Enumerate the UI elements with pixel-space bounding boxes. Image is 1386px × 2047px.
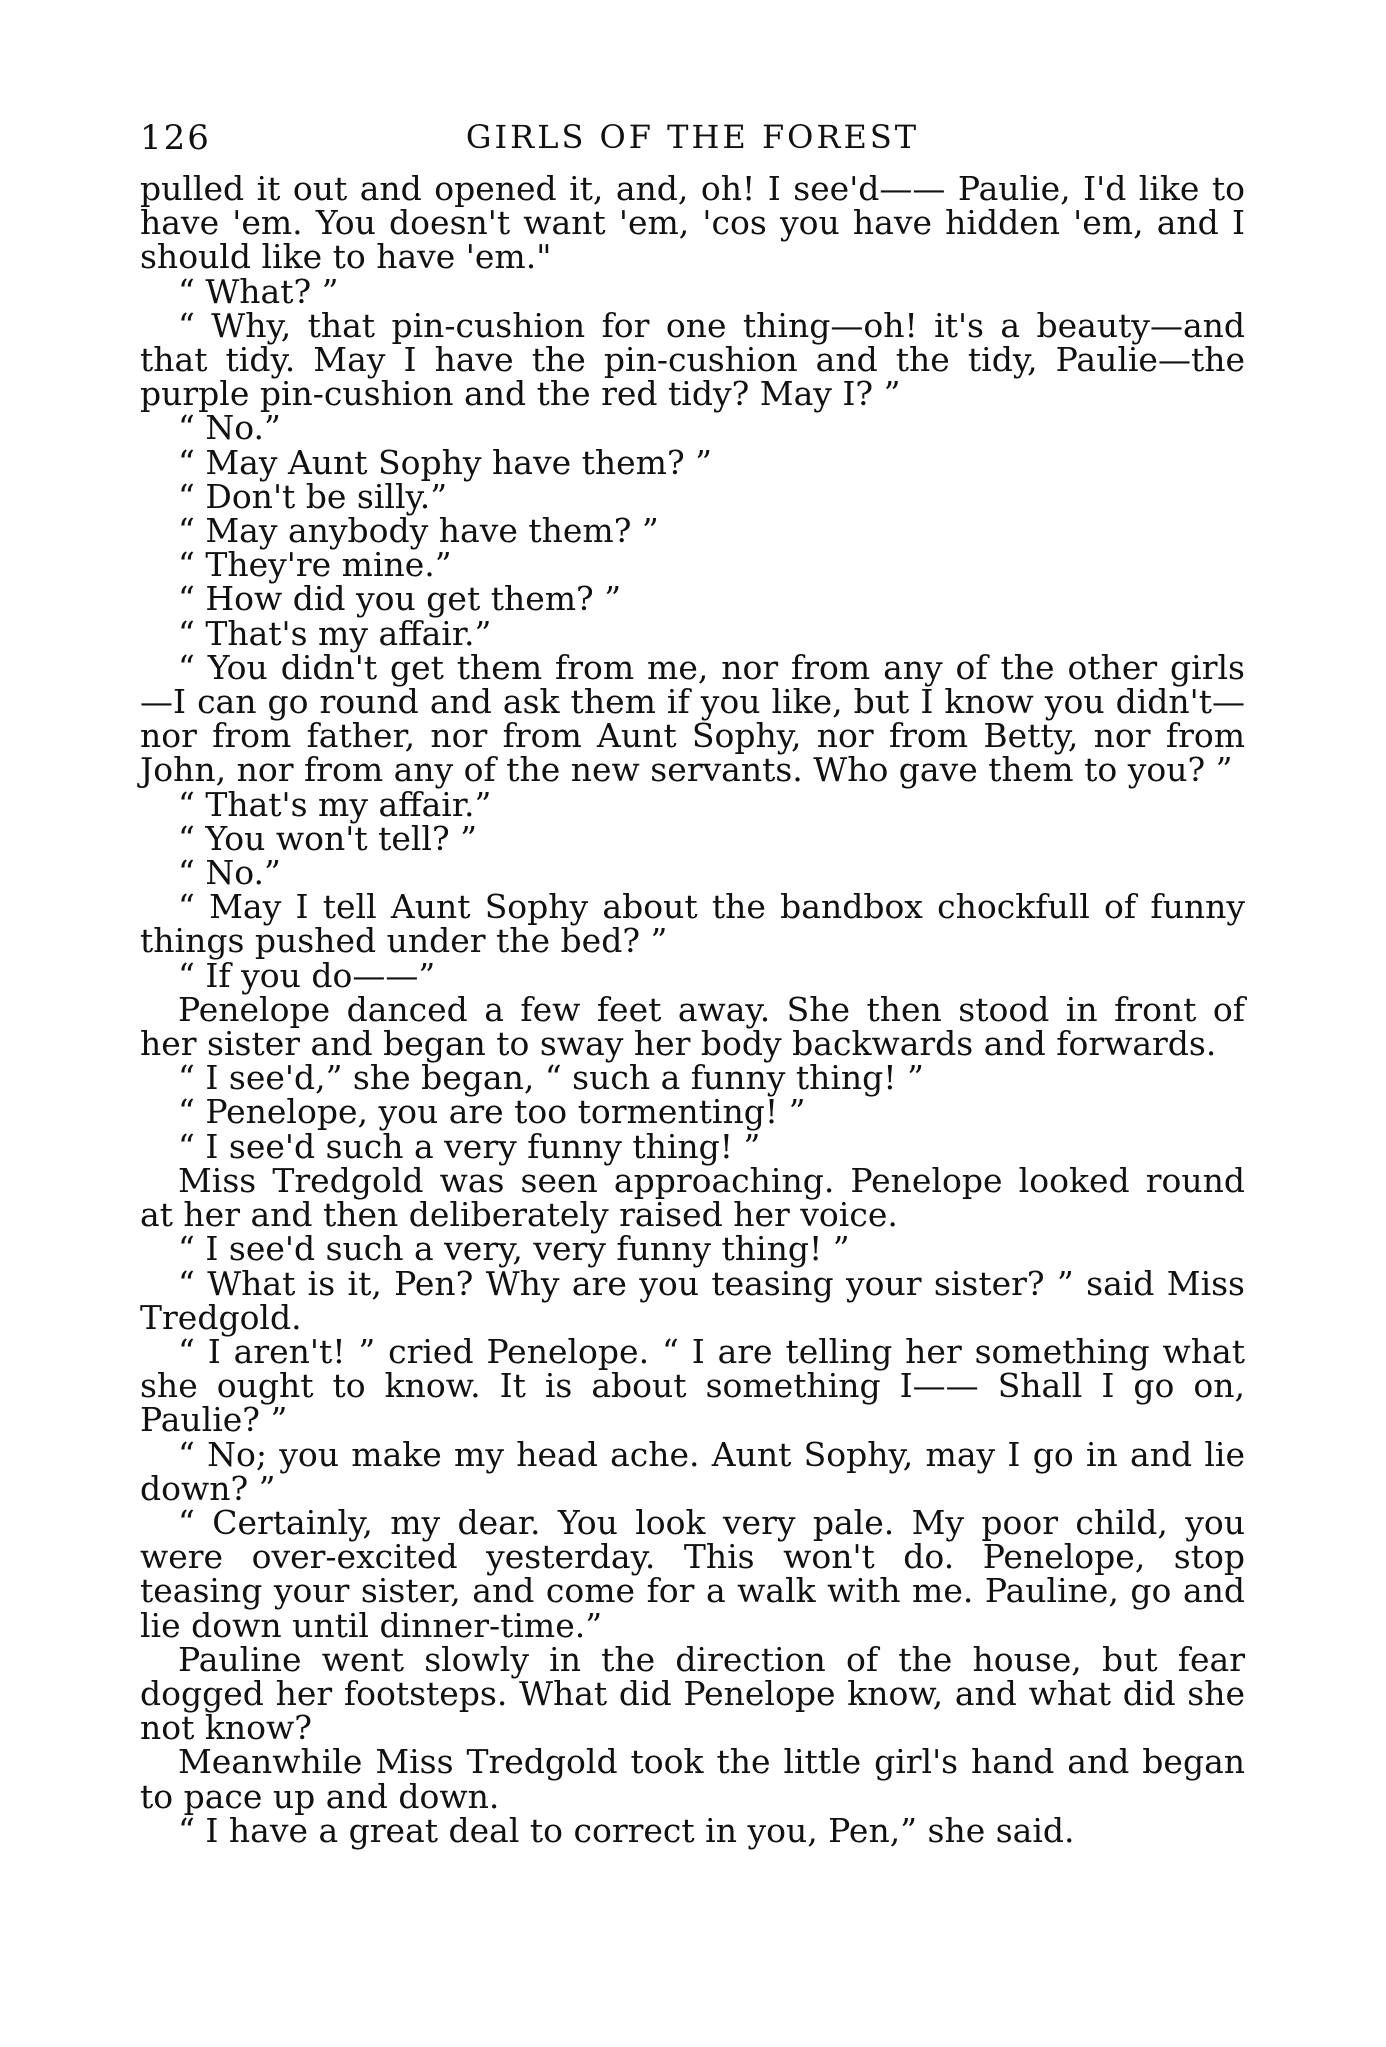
body-text	[140, 169, 1245, 1850]
paragraph: “ I aren't! ” cried Penelope. “ I are telling her something what she ought to know. It is about something I—— Shall I go on, Paulie? ”	[140, 1331, 1245, 1440]
paragraph: “ I have a great deal to correct in you, Pen,” she said.	[178, 1810, 1075, 1850]
paragraph: “ I see'd such a very, very funny thing! ”	[178, 1229, 850, 1269]
paragraph: “ You won't tell? ”	[178, 818, 478, 858]
paragraph: “ Penelope, you are too tormenting! ”	[178, 1092, 806, 1132]
paragraph: “ I see'd such a very funny thing! ”	[178, 1126, 761, 1166]
paragraph: “ No.”	[178, 853, 281, 893]
paragraph: pulled it out and opened it, and, oh! I see'd—— Paulie, I'd like to have 'em. You doesn't want 'em, 'cos you have hidden 'em, and I should like to have 'em."	[140, 169, 1245, 277]
book-title: GIRLS OF THE FOREST	[465, 118, 920, 156]
paragraph: Pauline went slowly in the direction of the house, but fear dogged her footsteps. What did Penelope know, and what did she not know?	[140, 1639, 1245, 1748]
paragraph: “ Certainly, my dear. You look very pale. My poor child, you were over-excited yesterday. This won't do. Penelope, stop teasing your sister, and come for a walk with me. Pauline, go and lie down until dinner-time.”	[140, 1502, 1245, 1645]
paragraph: “ What is it, Pen? Why are you teasing your sister? ” said Miss Tredgold.	[140, 1263, 1245, 1337]
paragraph: “ What? ”	[178, 271, 339, 311]
paragraph: “ May Aunt Sophy have them? ”	[178, 442, 713, 482]
paragraph: “ That's my affair.”	[178, 784, 492, 824]
paragraph: “ If you do——”	[178, 955, 436, 995]
paragraph: “ Don't be silly.”	[178, 476, 448, 516]
paragraph: “ Why, that pin-cushion for one thing—oh! it's a beauty—and that tidy. May I have the pin-cushion and the tidy, Paulie—the purple pin-cushion and the red tidy? May I? ”	[140, 305, 1245, 414]
paragraph: “ No; you make my head ache. Aunt Sophy, may I go in and lie down? ”	[140, 1434, 1245, 1508]
paragraph: Meanwhile Miss Tredgold took the little girl's hand and began to pace up and down.	[140, 1742, 1245, 1816]
paragraph: “ I see'd,” she began, “ such a funny thing! ”	[178, 1058, 924, 1098]
running-head	[140, 100, 1245, 160]
paragraph: “ May I tell Aunt Sophy about the bandbox chockfull of funny things pushed under the bed? ”	[140, 887, 1245, 961]
paragraph: “ You didn't get them from me, nor from any of the other girls—I can go round and ask them if you like, but I know you didn't—nor from father, nor from Aunt Sophy, nor from Betty, nor from John, nor from any of the new servants. Who gave them to you? ”	[140, 647, 1245, 790]
paragraph: “ No.”	[178, 408, 281, 448]
paragraph: Miss Tredgold was seen approaching. Penelope looked round at her and then deliberately raised her voice.	[140, 1160, 1245, 1235]
page-number: 126	[140, 118, 211, 158]
paragraph: “ How did you get them? ”	[178, 579, 622, 619]
paragraph: “ They're mine.”	[178, 545, 452, 585]
paragraph: “ May anybody have them? ”	[178, 511, 659, 551]
paragraph: “ That's my affair.”	[178, 613, 492, 653]
paragraph: Penelope danced a few feet away. She then stood in front of her sister and began to sway her body backwards and forwards.	[140, 989, 1245, 1064]
book-page	[140, 100, 1245, 1848]
